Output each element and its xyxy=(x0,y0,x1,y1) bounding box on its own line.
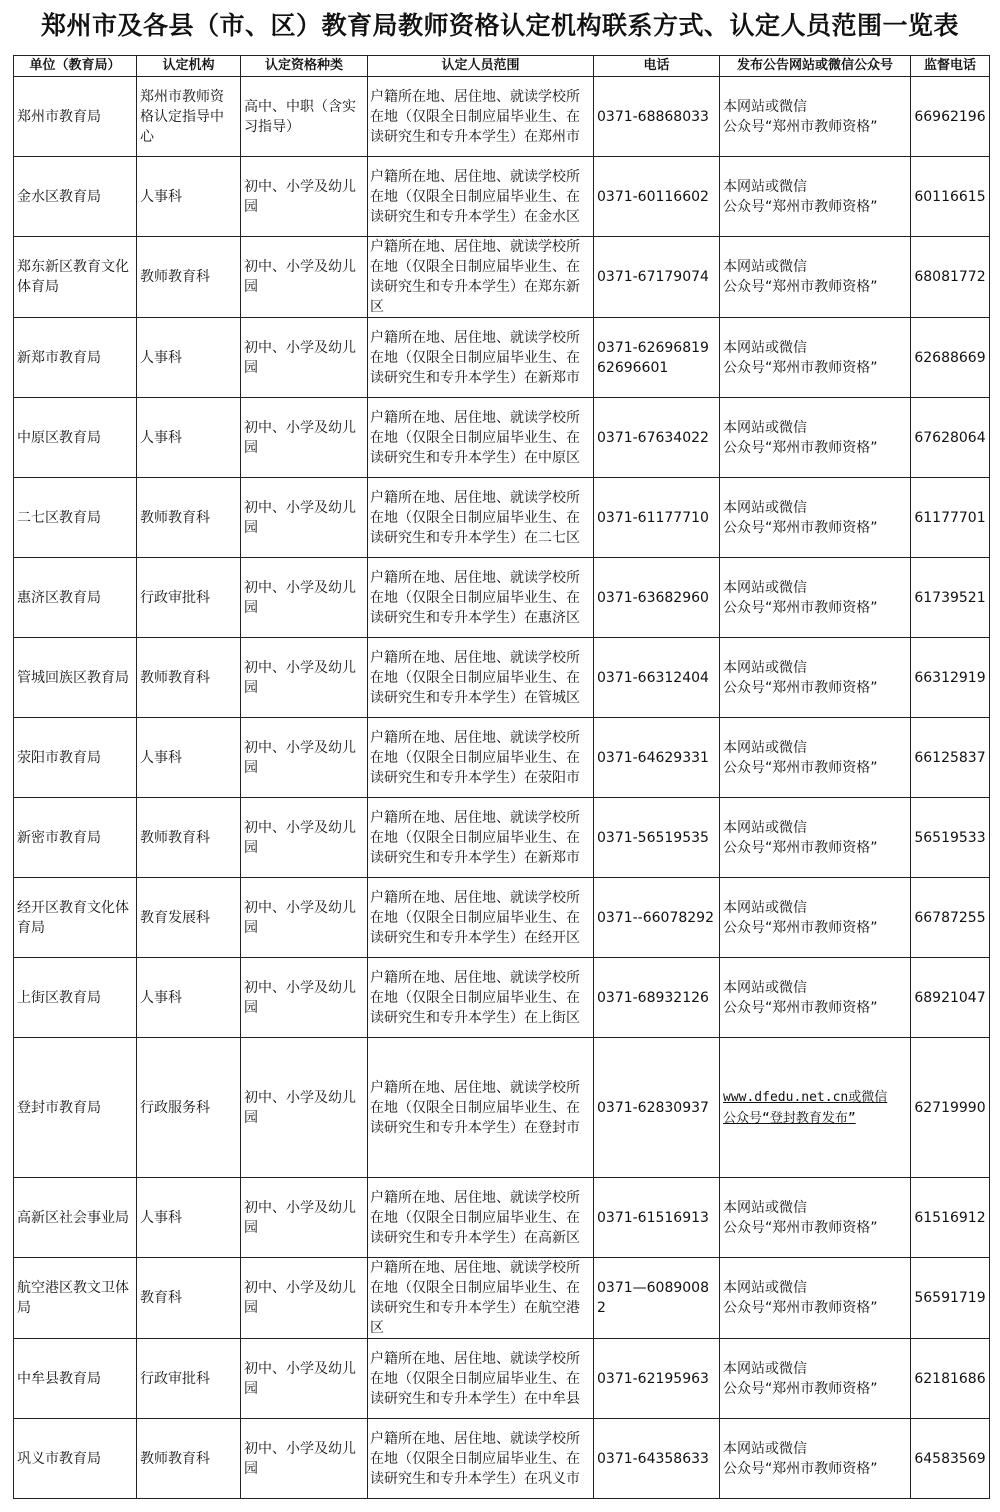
supervision-phone-cell: 67628064 xyxy=(911,398,990,478)
scope-cell: 户籍所在地、居住地、就读学校所在地（仅限全日制应届毕业生、在读研究生和专升本学生）在郑州市 xyxy=(368,77,594,157)
table-row xyxy=(14,638,990,718)
type-cell: 初中、小学及幼儿园 xyxy=(241,798,368,878)
table-row xyxy=(14,1339,990,1419)
scope-cell: 户籍所在地、居住地、就读学校所在地（仅限全日制应届毕业生、在读研究生和专升本学生）在金水区 xyxy=(368,157,594,237)
type-cell: 初中、小学及幼儿园 xyxy=(241,558,368,638)
table-row xyxy=(14,1038,990,1178)
supervision-phone-cell: 56519533 xyxy=(911,798,990,878)
header-org: 认定机构 xyxy=(137,56,241,77)
phone-cell: 0371-63682960 xyxy=(594,558,720,638)
publish-cell: 本网站或微信 公众号“郑州市教师资格” xyxy=(720,958,911,1038)
unit-cell: 金水区教育局 xyxy=(14,157,137,237)
unit-cell: 管城回族区教育局 xyxy=(14,638,137,718)
table-row xyxy=(14,1419,990,1499)
publish-cell xyxy=(720,1038,911,1178)
type-cell: 初中、小学及幼儿园 xyxy=(241,1258,368,1339)
type-cell: 初中、小学及幼儿园 xyxy=(241,478,368,558)
org-cell: 人事科 xyxy=(137,1178,241,1258)
type-cell: 初中、小学及幼儿园 xyxy=(241,718,368,798)
org-cell: 教育发展科 xyxy=(137,878,241,958)
phone-cell: 0371-66312404 xyxy=(594,638,720,718)
unit-cell: 中原区教育局 xyxy=(14,398,137,478)
org-cell: 人事科 xyxy=(137,157,241,237)
scope-cell: 户籍所在地、居住地、就读学校所在地（仅限全日制应届毕业生、在读研究生和专升本学生）在登封市 xyxy=(368,1038,594,1178)
publish-cell: 本网站或微信 公众号“郑州市教师资格” xyxy=(720,237,911,318)
type-cell: 初中、小学及幼儿园 xyxy=(241,1419,368,1499)
org-cell: 教师教育科 xyxy=(137,478,241,558)
supervision-phone-cell: 56591719 xyxy=(911,1258,990,1339)
table-row xyxy=(14,478,990,558)
phone-cell: 0371-64629331 xyxy=(594,718,720,798)
unit-cell: 二七区教育局 xyxy=(14,478,137,558)
phone-cell: 0371-61516913 xyxy=(594,1178,720,1258)
supervision-phone-cell: 66312919 xyxy=(911,638,990,718)
type-cell: 初中、小学及幼儿园 xyxy=(241,1178,368,1258)
header-phone: 电话 xyxy=(594,56,720,77)
phone-cell: 0371-64358633 xyxy=(594,1419,720,1499)
table-row xyxy=(14,718,990,798)
type-cell: 初中、小学及幼儿园 xyxy=(241,157,368,237)
unit-cell: 上街区教育局 xyxy=(14,958,137,1038)
org-cell: 教育科 xyxy=(137,1258,241,1339)
org-cell: 行政审批科 xyxy=(137,558,241,638)
supervision-phone-cell: 61177701 xyxy=(911,478,990,558)
type-cell: 高中、中职（含实习指导） xyxy=(241,77,368,157)
header-publish: 发布公告网站或微信公众号 xyxy=(720,56,911,77)
publish-cell: 本网站或微信 公众号“郑州市教师资格” xyxy=(720,318,911,398)
org-cell: 人事科 xyxy=(137,398,241,478)
phone-cell: 0371-56519535 xyxy=(594,798,720,878)
scope-cell: 户籍所在地、居住地、就读学校所在地（仅限全日制应届毕业生、在读研究生和专升本学生）在中原区 xyxy=(368,398,594,478)
table-row xyxy=(14,318,990,398)
type-cell: 初中、小学及幼儿园 xyxy=(241,237,368,318)
phone-cell: 0371-62696819 62696601 xyxy=(594,318,720,398)
scope-cell: 户籍所在地、居住地、就读学校所在地（仅限全日制应届毕业生、在读研究生和专升本学生）在高新区 xyxy=(368,1178,594,1258)
phone-cell: 0371-68868033 xyxy=(594,77,720,157)
org-cell: 教师教育科 xyxy=(137,638,241,718)
table-row xyxy=(14,558,990,638)
unit-cell: 荥阳市教育局 xyxy=(14,718,137,798)
supervision-phone-cell: 60116615 xyxy=(911,157,990,237)
table-row xyxy=(14,958,990,1038)
publish-cell: 本网站或微信 公众号“郑州市教师资格” xyxy=(720,1339,911,1419)
type-cell: 初中、小学及幼儿园 xyxy=(241,1339,368,1419)
publish-cell: 本网站或微信 公众号“郑州市教师资格” xyxy=(720,878,911,958)
header-row xyxy=(14,56,990,77)
scope-cell: 户籍所在地、居住地、就读学校所在地（仅限全日制应届毕业生、在读研究生和专升本学生）在二七区 xyxy=(368,478,594,558)
supervision-phone-cell: 61516912 xyxy=(911,1178,990,1258)
type-cell: 初中、小学及幼儿园 xyxy=(241,398,368,478)
header-type: 认定资格种类 xyxy=(241,56,368,77)
publish-cell: 本网站或微信 公众号“郑州市教师资格” xyxy=(720,1258,911,1339)
publish-cell: 本网站或微信 公众号“郑州市教师资格” xyxy=(720,398,911,478)
scope-cell: 户籍所在地、居住地、就读学校所在地（仅限全日制应届毕业生、在读研究生和专升本学生）在管城区 xyxy=(368,638,594,718)
supervision-phone-cell: 61739521 xyxy=(911,558,990,638)
org-cell: 人事科 xyxy=(137,718,241,798)
org-cell: 行政服务科 xyxy=(137,1038,241,1178)
table-row xyxy=(14,878,990,958)
org-cell: 人事科 xyxy=(137,958,241,1038)
header-supervision: 监督电话 xyxy=(911,56,990,77)
unit-cell: 郑东新区教育文化体育局 xyxy=(14,237,137,318)
supervision-phone-cell: 62688669 xyxy=(911,318,990,398)
unit-cell: 新密市教育局 xyxy=(14,798,137,878)
publish-link[interactable]: www.dfedu.net.cn或微信 公众号“登封教育发布” xyxy=(723,1089,888,1126)
phone-cell: 0371-68932126 xyxy=(594,958,720,1038)
table-row xyxy=(14,398,990,478)
scope-cell: 户籍所在地、居住地、就读学校所在地（仅限全日制应届毕业生、在读研究生和专升本学生）在郑东新区 xyxy=(368,237,594,318)
phone-cell: 0371-60116602 xyxy=(594,157,720,237)
unit-cell: 航空港区教文卫体局 xyxy=(14,1258,137,1339)
type-cell: 初中、小学及幼儿园 xyxy=(241,318,368,398)
scope-cell: 户籍所在地、居住地、就读学校所在地（仅限全日制应届毕业生、在读研究生和专升本学生）在经开区 xyxy=(368,878,594,958)
org-cell: 教师教育科 xyxy=(137,798,241,878)
unit-cell: 登封市教育局 xyxy=(14,1038,137,1178)
phone-cell: 0371—60890082 xyxy=(594,1258,720,1339)
phone-cell: 0371-67634022 xyxy=(594,398,720,478)
publish-cell: 本网站或微信 公众号“郑州市教师资格” xyxy=(720,638,911,718)
org-cell: 教师教育科 xyxy=(137,1419,241,1499)
publish-cell: 本网站或微信 公众号“郑州市教师资格” xyxy=(720,1419,911,1499)
phone-cell: 0371-61177710 xyxy=(594,478,720,558)
publish-cell: 本网站或微信 公众号“郑州市教师资格” xyxy=(720,558,911,638)
phone-cell: 0371-62195963 xyxy=(594,1339,720,1419)
scope-cell: 户籍所在地、居住地、就读学校所在地（仅限全日制应届毕业生、在读研究生和专升本学生）在航空港区 xyxy=(368,1258,594,1339)
scope-cell: 户籍所在地、居住地、就读学校所在地（仅限全日制应届毕业生、在读研究生和专升本学生）在上街区 xyxy=(368,958,594,1038)
org-cell: 教师教育科 xyxy=(137,237,241,318)
supervision-phone-cell: 62719990 xyxy=(911,1038,990,1178)
publish-cell: 本网站或微信 公众号“郑州市教师资格” xyxy=(720,157,911,237)
scope-cell: 户籍所在地、居住地、就读学校所在地（仅限全日制应届毕业生、在读研究生和专升本学生）在新郑市 xyxy=(368,798,594,878)
phone-cell: 0371--66078292 xyxy=(594,878,720,958)
publish-cell: 本网站或微信 公众号“郑州市教师资格” xyxy=(720,478,911,558)
unit-cell: 经开区教育文化体育局 xyxy=(14,878,137,958)
table-row xyxy=(14,1178,990,1258)
scope-cell: 户籍所在地、居住地、就读学校所在地（仅限全日制应届毕业生、在读研究生和专升本学生）在惠济区 xyxy=(368,558,594,638)
phone-cell: 0371-62830937 xyxy=(594,1038,720,1178)
contact-table xyxy=(13,55,990,1499)
publish-cell: 本网站或微信 公众号“郑州市教师资格” xyxy=(720,77,911,157)
scope-cell: 户籍所在地、居住地、就读学校所在地（仅限全日制应届毕业生、在读研究生和专升本学生）在中牟县 xyxy=(368,1339,594,1419)
publish-cell: 本网站或微信 公众号“郑州市教师资格” xyxy=(720,1178,911,1258)
header-unit: 单位（教育局） xyxy=(14,56,137,77)
table-row xyxy=(14,157,990,237)
type-cell: 初中、小学及幼儿园 xyxy=(241,1038,368,1178)
supervision-phone-cell: 66962196 xyxy=(911,77,990,157)
publish-cell: 本网站或微信 公众号“郑州市教师资格” xyxy=(720,798,911,878)
scope-cell: 户籍所在地、居住地、就读学校所在地（仅限全日制应届毕业生、在读研究生和专升本学生）在新郑市 xyxy=(368,318,594,398)
unit-cell: 郑州市教育局 xyxy=(14,77,137,157)
publish-cell: 本网站或微信 公众号“郑州市教师资格” xyxy=(720,718,911,798)
supervision-phone-cell: 64583569 xyxy=(911,1419,990,1499)
supervision-phone-cell: 66125837 xyxy=(911,718,990,798)
type-cell: 初中、小学及幼儿园 xyxy=(241,878,368,958)
type-cell: 初中、小学及幼儿园 xyxy=(241,638,368,718)
supervision-phone-cell: 68921047 xyxy=(911,958,990,1038)
header-scope: 认定人员范围 xyxy=(368,56,594,77)
org-cell: 行政审批科 xyxy=(137,1339,241,1419)
page-title: 郑州市及各县（市、区）教育局教师资格认定机构联系方式、认定人员范围一览表 xyxy=(40,11,959,40)
table-row xyxy=(14,798,990,878)
unit-cell: 巩义市教育局 xyxy=(14,1419,137,1499)
org-cell: 人事科 xyxy=(137,318,241,398)
supervision-phone-cell: 62181686 xyxy=(911,1339,990,1419)
table-row xyxy=(14,1258,990,1339)
scope-cell: 户籍所在地、居住地、就读学校所在地（仅限全日制应届毕业生、在读研究生和专升本学生）在巩义市 xyxy=(368,1419,594,1499)
unit-cell: 新郑市教育局 xyxy=(14,318,137,398)
unit-cell: 惠济区教育局 xyxy=(14,558,137,638)
table-row xyxy=(14,237,990,318)
supervision-phone-cell: 66787255 xyxy=(911,878,990,958)
phone-cell: 0371-67179074 xyxy=(594,237,720,318)
unit-cell: 高新区社会事业局 xyxy=(14,1178,137,1258)
scope-cell: 户籍所在地、居住地、就读学校所在地（仅限全日制应届毕业生、在读研究生和专升本学生）在荥阳市 xyxy=(368,718,594,798)
unit-cell: 中牟县教育局 xyxy=(14,1339,137,1419)
org-cell: 郑州市教师资格认定指导中心 xyxy=(137,77,241,157)
type-cell: 初中、小学及幼儿园 xyxy=(241,958,368,1038)
supervision-phone-cell: 68081772 xyxy=(911,237,990,318)
table-row xyxy=(14,77,990,157)
